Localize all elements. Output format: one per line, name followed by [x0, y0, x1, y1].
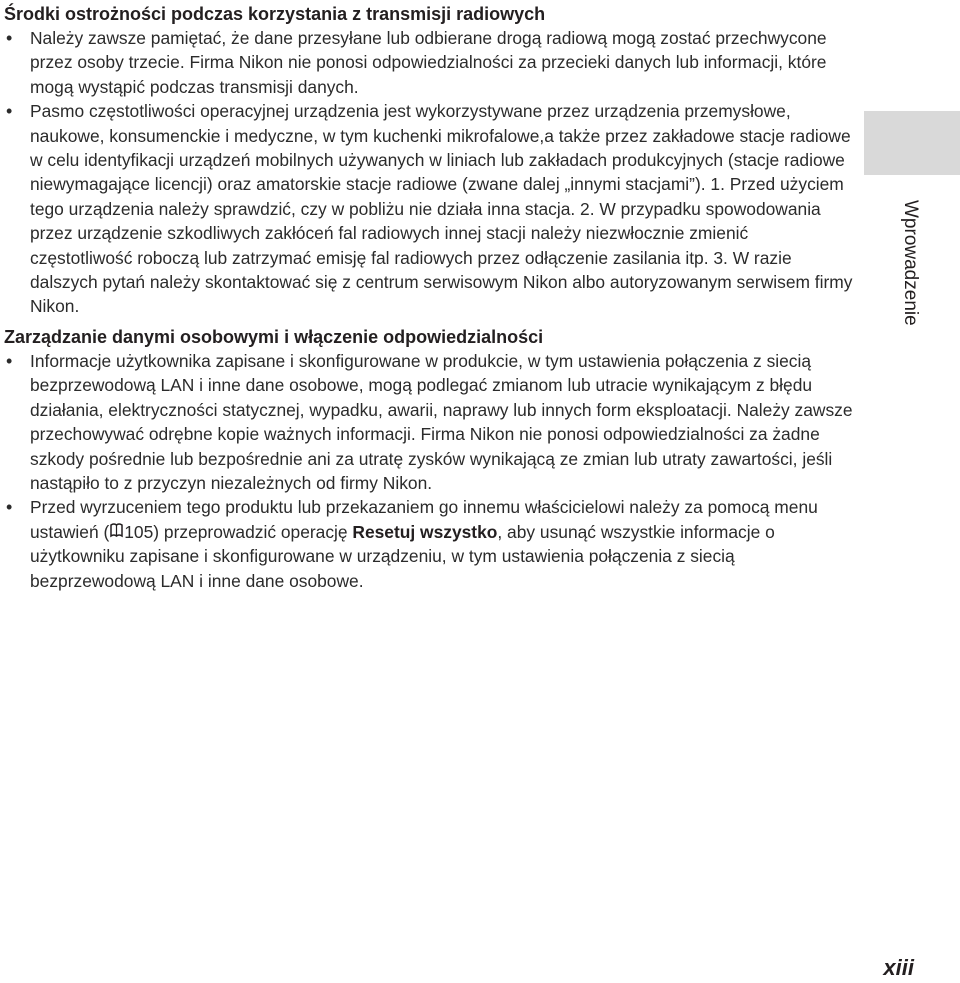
side-tab	[864, 111, 960, 175]
page-number: xiii	[883, 955, 914, 980]
text-run: ) przeprowadzić operację	[153, 521, 353, 542]
side-tab-label: Wprowadzenie	[900, 200, 921, 326]
text-run: , aby usunąć wszystkie informacje o użytkowniku zapisane i skonfigurowane w urządzeniu, w tym ustawienia połączenia z siecią bezprzewodową LAN i inne dane osobowe.	[30, 521, 775, 591]
list-item: • Należy zawsze pamiętać, że dane przesyłane lub odbierane drogą radiową mogą zostać przechwycone przez osoby trzecie. Firma Nikon nie ponosi odpowiedzialności za przecieki danych lub informacji, które mogą wystąpić podczas transmisji danych.	[4, 26, 854, 99]
section-title-radio-safety: Środki ostrożności podczas korzystania z transmisji radiowych	[4, 4, 546, 24]
list-item: • Informacje użytkownika zapisane i skonfigurowane w produkcie, w tym ustawienia połączenia z siecią bezprzewodową LAN i inne dane osobowe, mogą podlegać zmianom lub utracie wynikającym z błędu działania, elektryczności statycznej, wypadku, awarii, naprawy lub innych form eksploatacji. Należy zawsze przechowywać odrębne kopie ważnych informacji. Firma Nikon nie ponosi odpowiedzialności za żadne szkody pośrednie lub bezpośrednie ani za utratę zysków wynikającą ze zmian lub utraty zawartości, jeśli nastąpiło to z przyczyn niezależnych od firmy Nikon.	[4, 349, 854, 495]
page-reference[interactable]: 105	[124, 521, 154, 542]
text-run: Przed wyrzuceniem tego produktu lub przekazaniem go innemu właścicielowi należy za pomocą menu ustawień (	[30, 497, 818, 542]
list-item	[4, 495, 854, 593]
reset-all-menu-term: Resetuj wszystko	[352, 521, 498, 542]
section-title-personal-data: Zarządzanie danymi osobowymi i włączenie odpowiedzialności	[4, 326, 544, 347]
list-item: • Pasmo częstotliwości operacyjnej urządzenia jest wykorzystywane przez urządzenia przemysłowe, naukowe, konsumenckie i medyczne, w tym kuchenki mikrofalowe,a także przez zakładowe stacje radiowe w celu identyfikacji urządzeń mobilnych używanych w liniach lub zakładach produkcyjnych (stacje radiowe niewymagające licencji) oraz amatorskie stacje radiowe (zwane dalej „innymi stacjami”). 1. Przed użyciem tego urządzenia należy sprawdzić, czy w pobliżu nie działa inna stacja. 2. W przypadku spowodowania przez urządzenie szkodliwych zakłóceń fal radiowych innej stacji należy niezwłocznie zmienić częstotliwość roboczą lub zatrzymać emisję fal radiowych przez odłączenie zasilania itp. 3. W razie dalszych pytań należy skontaktować się z centrum serwisowym Nikon albo autoryzowanym serwisem firmy Nikon.	[4, 99, 854, 319]
book-reference-icon	[110, 520, 123, 536]
personal-data-list	[4, 349, 854, 593]
page-content	[4, 2, 854, 593]
radio-safety-list	[4, 26, 854, 319]
